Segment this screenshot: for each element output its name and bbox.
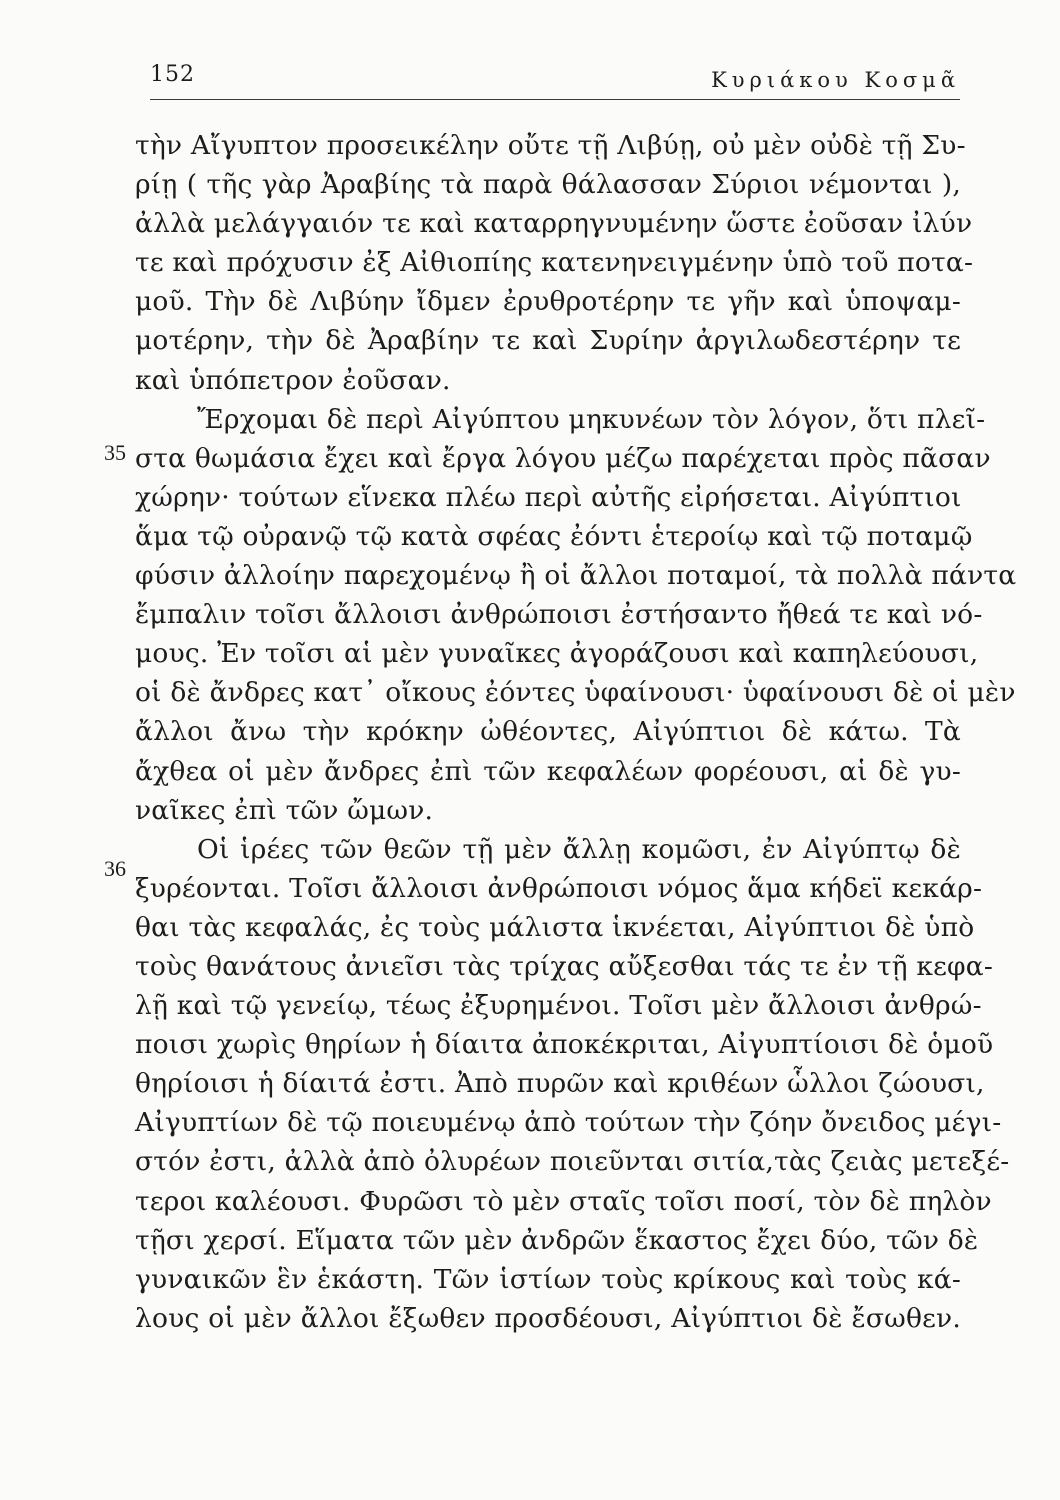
paragraph-start-36: Οἱ ἱρέες τῶν θεῶν τῇ μὲν ἄλλῃ κομῶσι, ἐν Αἰγύπτῳ δὲ [197,833,961,865]
text-line: τε καὶ πρόχυσιν ἐξ Αἰθιοπίης κατενηνειγμένην ὑπὸ τοῦ ποτα- [135,247,974,279]
text-line: τῇσι χερσί. Εἵματα τῶν μὲν ἀνδρῶν ἕκαστος ἔχει δύο, τῶν δὲ [135,1224,979,1256]
text-line: μους. Ἐν τοῖσι αἱ μὲν γυναῖκες ἀγοράζουσι καὶ καπηλεύουσι, [135,638,979,670]
text-line: λους οἱ μὲν ἄλλοι ἔξωθεν προσδέουσι, Αἰγύπτιοι δὲ ἔσωθεν. [135,1302,961,1334]
text-line: φύσιν ἀλλοίην παρεχομένῳ ἢ οἱ ἄλλοι ποταμοί, τὰ πολλὰ πάντα [135,560,1017,592]
text-line: ἀλλὰ μελάγγαιόν τε καὶ καταρρηγνυμένην ὥστε ἐοῦσαν ἰλύν [135,208,973,240]
header-rule [150,99,960,100]
section-number-35: 35 [104,440,126,465]
running-head: Κυριάκου Κοσμᾶ [711,68,960,92]
page-header [150,62,960,102]
text-line: ναῖκες ἐπὶ τῶν ὤμων. [135,794,434,826]
text-line: χώρην· τούτων εἵνεκα πλέω περὶ αὐτῆς εἰρήσεται. Αἰγύπτιοι [135,481,962,513]
text-line: ἄλλοι ἄνω τὴν κρόκην ὠθέοντες, Αἰγύπτιοι δὲ κάτω. Τὰ [135,716,961,748]
text-line: γυναικῶν ἓν ἑκάστη. Τῶν ἱστίων τοὺς κρίκους καὶ τοὺς κά- [135,1263,961,1295]
text-line: θαι τὰς κεφαλάς, ἐς τοὺς μάλιστα ἱκνέεται, Αἰγύπτιοι δὲ ὑπὸ [135,911,975,943]
text-line: ἔμπαλιν τοῖσι ἄλλοισι ἀνθρώποισι ἐστήσαντο ἤθεά τε καὶ νό- [135,599,983,631]
text-line: καὶ ὑπόπετρον ἐοῦσαν. [135,364,451,396]
text-line: τεροι καλέουσι. Φυρῶσι τὸ μὲν σταῖς τοῖσι ποσί, τὸν δὲ πηλὸν [135,1185,992,1217]
text-line: τὴν Αἴγυπτον προσεικέλην οὔτε τῇ Λιβύῃ, οὐ μὲν οὐδὲ τῇ Συ- [135,130,966,161]
text-line: λῇ καὶ τῷ γενείῳ, τέως ἐξυρημένοι. Τοῖσι μὲν ἄλλοισι ἀνθρώ- [135,990,982,1022]
text-line: Αἰγυπτίων δὲ τῷ ποιευμένῳ ἀπὸ τούτων τὴν ζόην ὄνειδος μέγι- [135,1107,1002,1139]
text-line: μοῦ. Τὴν δὲ Λιβύην ἴδμεν ἐρυθροτέρην τε γῆν καὶ ὑποψαμ- [135,286,961,318]
paragraph-start-35: Ἔρχομαι δὲ περὶ Αἰγύπτου μηκυνέων τὸν λόγον, ὅτι πλεῖ- [197,403,986,435]
text-line: στα θωμάσια ἔχει καὶ ἔργα λόγου μέζω παρέχεται πρὸς πᾶσαν [135,442,991,474]
text-line: στόν ἐστι, ἀλλὰ ἀπὸ ὀλυρέων ποιεῦνται σιτία,τὰς ζειὰς μετεξέ- [135,1146,1010,1178]
body-text [135,126,1017,1338]
text-line: ρίῃ ( τῆς γὰρ Ἀραβίης τὰ παρὰ θάλασσαν Σύριοι νέμονται ), [135,169,961,201]
page-number: 152 [150,62,195,87]
text-line: ἄχθεα οἱ μὲν ἄνδρες ἐπὶ τῶν κεφαλέων φορέουσι, αἱ δὲ γυ- [135,755,961,787]
text-line: ποισι χωρὶς θηρίων ἡ δίαιτα ἀποκέκριται, Αἰγυπτίοισι δὲ ὁμοῦ [135,1029,994,1061]
text-line: μοτέρην, τὴν δὲ Ἀραβίην τε καὶ Συρίην ἀργιλωδεστέρην τε [135,325,961,357]
text-line: ἅμα τῷ οὐρανῷ τῷ κατὰ σφέας ἐόντι ἑτεροίῳ καὶ τῷ ποταμῷ [135,520,973,552]
text-line: τοὺς θανάτους ἀνιεῖσι τὰς τρίχας αὔξεσθαι τάς τε ἐν τῇ κεφα- [135,950,994,982]
text-line: θηρίοισι ἡ δίαιτά ἐστι. Ἀπὸ πυρῶν καὶ κριθέων ὧλλοι ζώουσι, [135,1068,985,1100]
text-line: ξυρέονται. Τοῖσι ἄλλοισι ἀνθρώποισι νόμος ἅμα κήδεϊ κεκάρ- [135,872,983,904]
section-number-36: 36 [104,856,126,881]
text-line: οἱ δὲ ἄνδρες κατ᾽ οἴκους ἐόντες ὑφαίνουσι· ὑφαίνουσι δὲ οἱ μὲν [135,677,1016,709]
